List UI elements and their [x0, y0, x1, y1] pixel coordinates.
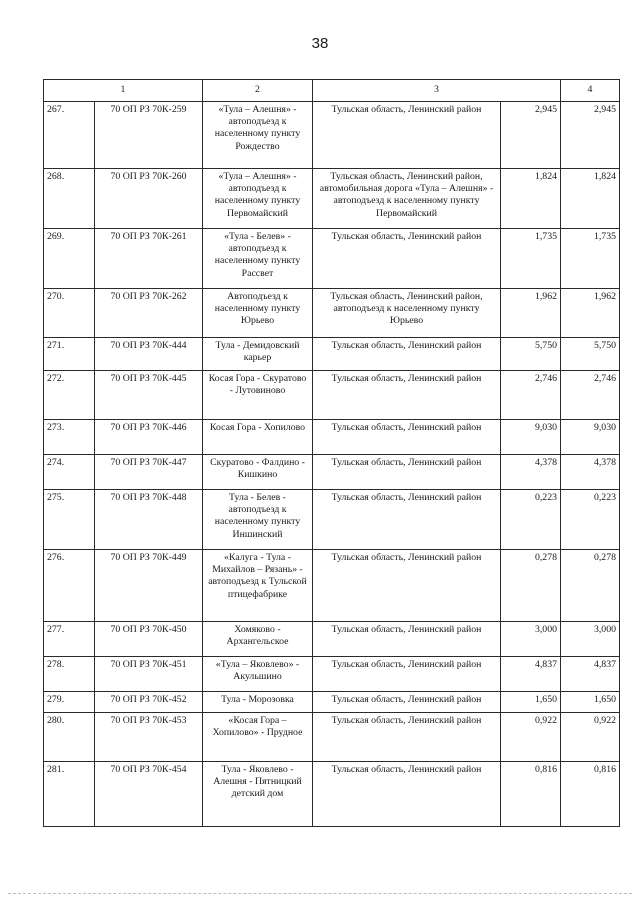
table-row — [44, 762, 620, 827]
road-name: Тула - Белев - автоподъезд к населенному пункту Иншинский — [203, 490, 313, 550]
road-code: 70 ОП РЗ 70К-446 — [95, 420, 203, 455]
road-length-total: 2,945 — [561, 102, 620, 169]
road-length: 1,824 — [501, 169, 561, 229]
column-header-3: 3 — [313, 80, 561, 102]
road-name: «Косая Гора – Хопилово» - Прудное — [203, 713, 313, 762]
road-length: 9,030 — [501, 420, 561, 455]
road-length: 4,837 — [501, 657, 561, 692]
road-location: Тульская область, Ленинский район, автомобильная дорога «Тула – Алешня» - автоподъезд к населенному пункту Первомайский — [313, 169, 501, 229]
road-name: Тула - Демидовский карьер — [203, 338, 313, 371]
row-number: 276. — [44, 550, 95, 622]
road-length: 0,922 — [501, 713, 561, 762]
row-number: 270. — [44, 289, 95, 338]
row-number: 280. — [44, 713, 95, 762]
row-number: 279. — [44, 692, 95, 713]
table-header-row — [44, 80, 620, 102]
road-length: 5,750 — [501, 338, 561, 371]
road-length-total: 2,746 — [561, 371, 620, 420]
column-header-1: 1 — [44, 80, 203, 102]
table-row — [44, 622, 620, 657]
table-row — [44, 455, 620, 490]
scan-edge-line — [8, 893, 632, 895]
road-length-total: 1,962 — [561, 289, 620, 338]
road-length: 1,735 — [501, 229, 561, 289]
table-row — [44, 550, 620, 622]
road-length-total: 1,735 — [561, 229, 620, 289]
road-name: Тула - Морозовка — [203, 692, 313, 713]
road-code: 70 ОП РЗ 70К-454 — [95, 762, 203, 827]
road-length-total: 9,030 — [561, 420, 620, 455]
road-name: Косая Гора - Хопилово — [203, 420, 313, 455]
road-name: «Тула – Алешня» - автоподъезд к населенному пункту Первомайский — [203, 169, 313, 229]
road-location: Тульская область, Ленинский район — [313, 420, 501, 455]
table-body — [44, 102, 620, 827]
road-location: Тульская область, Ленинский район, автоподъезд к населенному пункту Юрьево — [313, 289, 501, 338]
road-code: 70 ОП РЗ 70К-451 — [95, 657, 203, 692]
road-name: «Тула – Алешня» - автоподъезд к населенному пункту Рождество — [203, 102, 313, 169]
road-name: Автоподъезд к населенному пункту Юрьево — [203, 289, 313, 338]
row-number: 268. — [44, 169, 95, 229]
table-row — [44, 713, 620, 762]
road-location: Тульская область, Ленинский район — [313, 713, 501, 762]
road-length: 2,746 — [501, 371, 561, 420]
road-length-total: 0,223 — [561, 490, 620, 550]
row-number: 273. — [44, 420, 95, 455]
road-register-table — [43, 79, 620, 827]
road-name: «Тула – Яковлево» - Акульшино — [203, 657, 313, 692]
road-length-total: 1,650 — [561, 692, 620, 713]
road-length-total: 4,837 — [561, 657, 620, 692]
road-code: 70 ОП РЗ 70К-453 — [95, 713, 203, 762]
table-row — [44, 657, 620, 692]
table-row — [44, 229, 620, 289]
road-location: Тульская область, Ленинский район — [313, 102, 501, 169]
road-length: 1,650 — [501, 692, 561, 713]
road-location: Тульская область, Ленинский район — [313, 622, 501, 657]
column-header-2: 2 — [203, 80, 313, 102]
column-header-4: 4 — [561, 80, 620, 102]
road-length: 3,000 — [501, 622, 561, 657]
table-row — [44, 371, 620, 420]
road-location: Тульская область, Ленинский район — [313, 455, 501, 490]
row-number: 275. — [44, 490, 95, 550]
row-number: 281. — [44, 762, 95, 827]
table-row — [44, 102, 620, 169]
road-length-total: 4,378 — [561, 455, 620, 490]
road-length: 4,378 — [501, 455, 561, 490]
road-location: Тульская область, Ленинский район — [313, 550, 501, 622]
road-location: Тульская область, Ленинский район — [313, 338, 501, 371]
row-number: 269. — [44, 229, 95, 289]
road-name: Хомяково - Архангельское — [203, 622, 313, 657]
road-name: «Тула - Белев» - автоподъезд к населенному пункту Рассвет — [203, 229, 313, 289]
table-row — [44, 169, 620, 229]
page-number: 38 — [311, 35, 329, 52]
table-row — [44, 289, 620, 338]
road-code: 70 ОП РЗ 70К-262 — [95, 289, 203, 338]
road-location: Тульская область, Ленинский район — [313, 229, 501, 289]
road-code: 70 ОП РЗ 70К-448 — [95, 490, 203, 550]
road-name: Скуратово - Фалдино - Кишкино — [203, 455, 313, 490]
road-location: Тульская область, Ленинский район — [313, 371, 501, 420]
road-code: 70 ОП РЗ 70К-452 — [95, 692, 203, 713]
row-number: 277. — [44, 622, 95, 657]
road-location: Тульская область, Ленинский район — [313, 762, 501, 827]
row-number: 274. — [44, 455, 95, 490]
road-length-total: 5,750 — [561, 338, 620, 371]
road-name: Косая Гора - Скуратово - Лутовиново — [203, 371, 313, 420]
road-name: «Калуга - Тула - Михайлов – Рязань» - автоподъезд к Тульской птицефабрике — [203, 550, 313, 622]
road-code: 70 ОП РЗ 70К-450 — [95, 622, 203, 657]
table-row — [44, 338, 620, 371]
road-code: 70 ОП РЗ 70К-444 — [95, 338, 203, 371]
road-length-total: 0,922 — [561, 713, 620, 762]
road-length-total: 3,000 — [561, 622, 620, 657]
road-code: 70 ОП РЗ 70К-259 — [95, 102, 203, 169]
road-code: 70 ОП РЗ 70К-447 — [95, 455, 203, 490]
road-code: 70 ОП РЗ 70К-445 — [95, 371, 203, 420]
road-location: Тульская область, Ленинский район — [313, 490, 501, 550]
road-length: 0,278 — [501, 550, 561, 622]
road-length: 1,962 — [501, 289, 561, 338]
road-code: 70 ОП РЗ 70К-261 — [95, 229, 203, 289]
road-length-total: 1,824 — [561, 169, 620, 229]
table-row — [44, 692, 620, 713]
road-length: 0,223 — [501, 490, 561, 550]
road-location: Тульская область, Ленинский район — [313, 692, 501, 713]
road-length: 0,816 — [501, 762, 561, 827]
road-length: 2,945 — [501, 102, 561, 169]
table-row — [44, 490, 620, 550]
table-row — [44, 420, 620, 455]
row-number: 267. — [44, 102, 95, 169]
road-code: 70 ОП РЗ 70К-449 — [95, 550, 203, 622]
road-length-total: 0,816 — [561, 762, 620, 827]
road-name: Тула - Яковлево - Алешня - Пятницкий детский дом — [203, 762, 313, 827]
row-number: 278. — [44, 657, 95, 692]
row-number: 272. — [44, 371, 95, 420]
road-length-total: 0,278 — [561, 550, 620, 622]
road-code: 70 ОП РЗ 70К-260 — [95, 169, 203, 229]
row-number: 271. — [44, 338, 95, 371]
road-location: Тульская область, Ленинский район — [313, 657, 501, 692]
